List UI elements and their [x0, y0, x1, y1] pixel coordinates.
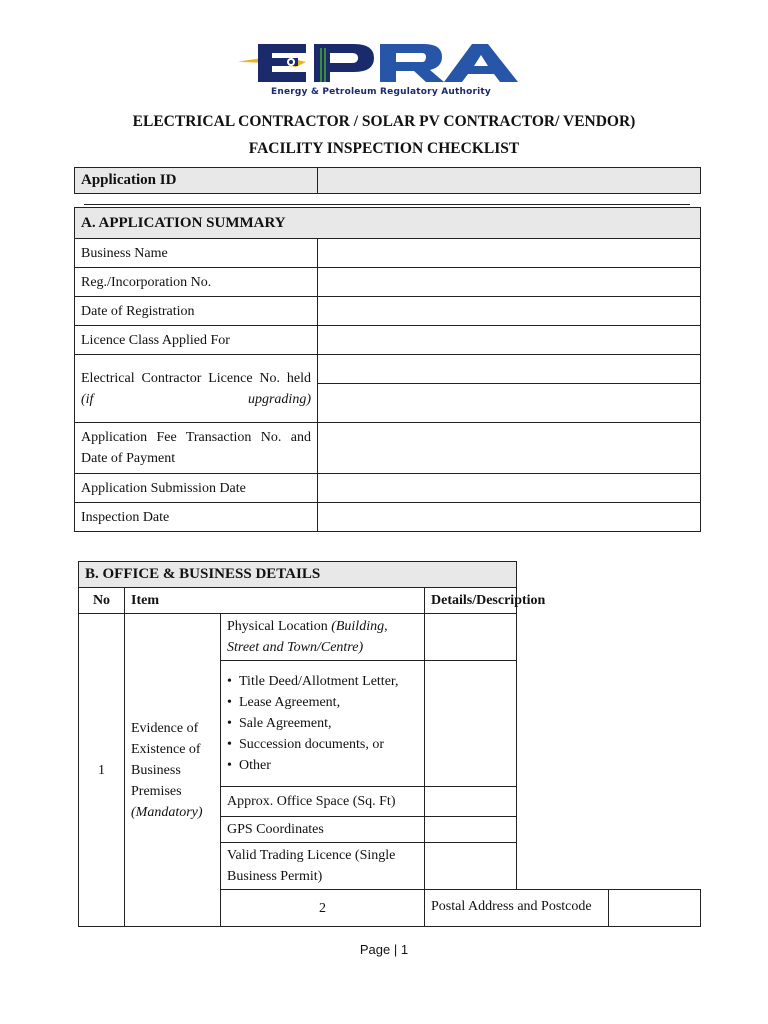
row1-item-note: (Mandatory) — [131, 804, 203, 820]
licence-held-text: Electrical Contractor Licence No. held — [81, 370, 311, 386]
logo-subtitle: Energy & Petroleum Regulatory Authority — [271, 87, 491, 97]
physical-location-text: Physical Location — [227, 619, 328, 634]
section-a-heading: A. APPLICATION SUMMARY — [75, 208, 701, 239]
inspection-date-field[interactable] — [318, 503, 701, 532]
business-name-field[interactable] — [318, 239, 701, 268]
date-registration-field[interactable] — [318, 297, 701, 326]
premises-documents-list — [221, 661, 425, 787]
document-title-line2: FACILITY INSPECTION CHECKLIST — [248, 140, 520, 157]
licence-class-label: Licence Class Applied For — [75, 326, 318, 355]
premises-documents-field[interactable] — [425, 661, 517, 787]
col-header-details: Details/Description — [425, 588, 517, 614]
col-header-no: No — [79, 588, 125, 614]
gps-field[interactable] — [425, 817, 517, 843]
divider — [84, 204, 690, 205]
col-header-item: Item — [125, 588, 425, 614]
reg-no-label: Reg./Incorporation No. — [75, 268, 318, 297]
business-name-label: Business Name — [75, 239, 318, 268]
office-space-field[interactable] — [425, 787, 517, 817]
application-id-table — [74, 167, 701, 194]
postal-address-field[interactable] — [609, 890, 701, 927]
application-id-field[interactable] — [318, 168, 701, 194]
licence-held-note: (if upgrading) — [81, 391, 311, 407]
licence-held-field-1[interactable] — [318, 355, 701, 384]
postal-address-label: Postal Address and Postcode — [425, 890, 609, 927]
doc-item-title-deed: • Title Deed/Allotment Letter, — [227, 671, 418, 692]
doc-item-other: • Other — [227, 755, 418, 776]
fee-transaction-label: Application Fee Transaction No. and Date of Payment — [75, 423, 318, 474]
reg-no-field[interactable] — [318, 268, 701, 297]
office-space-label: Approx. Office Space (Sq. Ft) — [221, 787, 425, 817]
doc-item-sale: • Sale Agreement, — [227, 713, 418, 734]
trading-licence-field[interactable] — [425, 843, 517, 890]
doc-item-succession: • Succession documents, or — [227, 734, 418, 755]
row1-item-text: Evidence of Existence of Business Premises — [131, 720, 201, 799]
application-id-label: Application ID — [75, 168, 318, 194]
section-b-heading: B. OFFICE & BUSINESS DETAILS — [79, 562, 517, 588]
licence-held-field-2[interactable] — [318, 384, 701, 423]
row1-number: 1 — [79, 614, 125, 927]
row1-item — [125, 614, 221, 927]
physical-location-field[interactable] — [425, 614, 517, 661]
physical-location-note: (Building, Street and Town/Centre) — [227, 619, 388, 655]
application-summary-table — [74, 207, 701, 532]
doc-item-lease: • Lease Agreement, — [227, 692, 418, 713]
licence-held-label — [75, 355, 318, 423]
date-registration-label: Date of Registration — [75, 297, 318, 326]
trading-licence-label: Valid Trading Licence (Single Business Permit) — [221, 843, 425, 890]
licence-class-field[interactable] — [318, 326, 701, 355]
document-title-line1: ELECTRICAL CONTRACTOR / SOLAR PV CONTRACTOR/ VENDOR) — [132, 113, 636, 130]
gps-label: GPS Coordinates — [221, 817, 425, 843]
row2-number: 2 — [221, 890, 425, 927]
page-number: Page | 1 — [359, 942, 409, 957]
physical-location-label — [221, 614, 425, 661]
inspection-date-label: Inspection Date — [75, 503, 318, 532]
submission-date-field[interactable] — [318, 474, 701, 503]
submission-date-label: Application Submission Date — [75, 474, 318, 503]
fee-transaction-field[interactable] — [318, 423, 701, 474]
office-business-details-table — [78, 561, 701, 927]
